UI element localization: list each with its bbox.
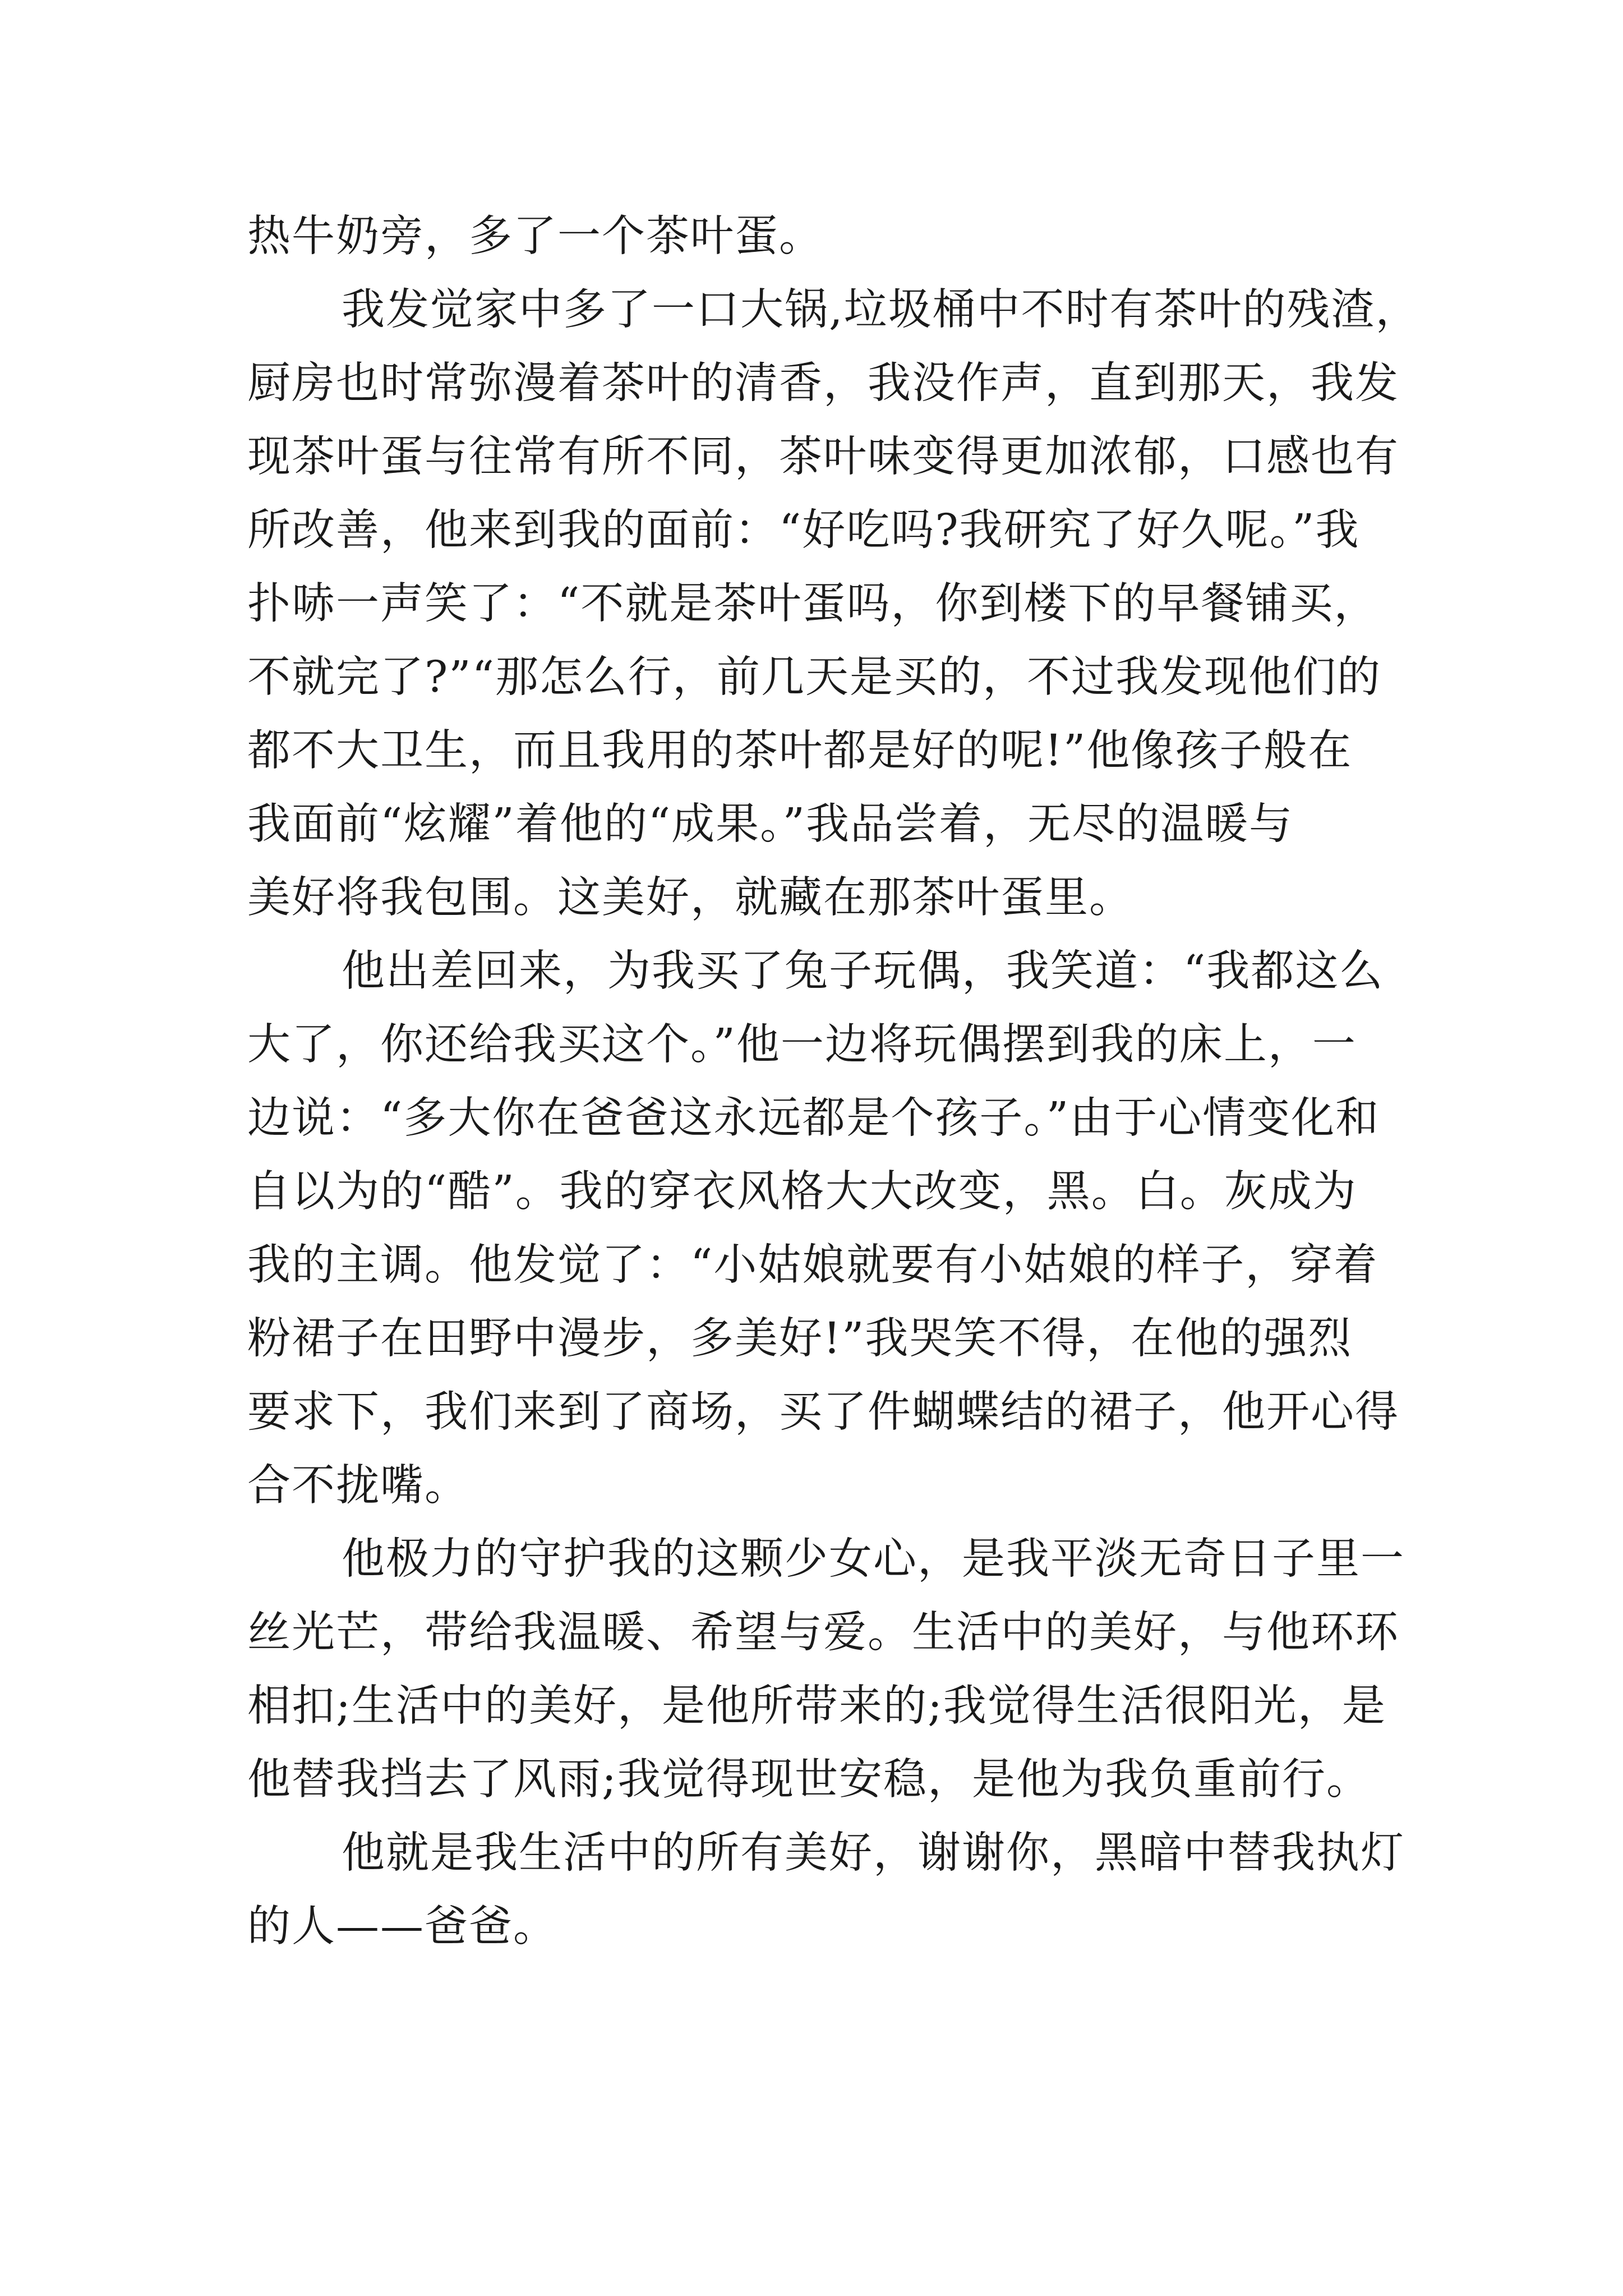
text-line: 粉裙子在田野中漫步，多美好!”我哭笑不得，在他的强烈 xyxy=(247,1314,1353,1364)
body-text xyxy=(247,200,1420,1963)
text-line: 都不大卫生，而且我用的茶叶都是好的呢!”他像孩子般在 xyxy=(247,726,1353,776)
text-line: 他就是我生活中的所有美好，谢谢你，黑暗中替我执灯 xyxy=(342,1828,1405,1878)
text-line: 所改善，他来到我的面前：“好吃吗?我研究了好久呢。”我 xyxy=(247,505,1360,555)
text-line: 扑哧一声笑了：“不就是茶叶蛋吗，你到楼下的早餐铺买， xyxy=(247,579,1378,629)
text-line: 我发觉家中多了一口大锅,垃圾桶中不时有茶叶的残渣， xyxy=(342,285,1420,335)
text-line: 他极力的守护我的这颗少女心，是我平淡无奇日子里一 xyxy=(342,1534,1405,1584)
text-line: 不就完了?”“那怎么行，前几天是买的，不过我发现他们的 xyxy=(247,652,1382,702)
text-line: 他替我挡去了风雨;我觉得现世安稳，是他为我负重前行。 xyxy=(247,1755,1371,1805)
text-line: 的人——爸爸。 xyxy=(247,1902,557,1952)
text-line: 要求下，我们来到了商场，买了件蝴蝶结的裙子，他开心得 xyxy=(247,1387,1399,1437)
text-line: 相扣;生活中的美好，是他所带来的;我觉得生活很阳光，是 xyxy=(247,1681,1386,1731)
text-line: 热牛奶旁，多了一个茶叶蛋。 xyxy=(247,211,823,261)
text-line: 美好将我包围。这美好，就藏在那茶叶蛋里。 xyxy=(247,873,1133,923)
text-line: 边说：“多大你在爸爸这永远都是个孩子。”由于心情变化和 xyxy=(247,1093,1380,1143)
text-line: 他出差回来，为我买了兔子玩偶，我笑道：“我都这么 xyxy=(342,946,1384,996)
text-line: 合不拢嘴。 xyxy=(247,1461,469,1511)
text-line: 自以为的“酷”。我的穿衣风格大大改变，黑。白。灰成为 xyxy=(247,1167,1357,1217)
text-line: 大了，你还给我买这个。”他一边将玩偶摆到我的床上，一 xyxy=(247,1020,1357,1070)
text-line: 现茶叶蛋与往常有所不同，茶叶味变得更加浓郁，口感也有 xyxy=(247,432,1399,482)
text-line: 我的主调。他发觉了：“小姑娘就要有小姑娘的样子，穿着 xyxy=(247,1240,1378,1290)
text-line: 丝光芒，带给我温暖、希望与爱。生活中的美好，与他环环 xyxy=(247,1608,1399,1658)
text-line: 我面前“炫耀”着他的“成果。”我品尝着，无尽的温暖与 xyxy=(247,799,1293,849)
text-line: 厨房也时常弥漫着茶叶的清香，我没作声，直到那天，我发 xyxy=(247,358,1399,408)
